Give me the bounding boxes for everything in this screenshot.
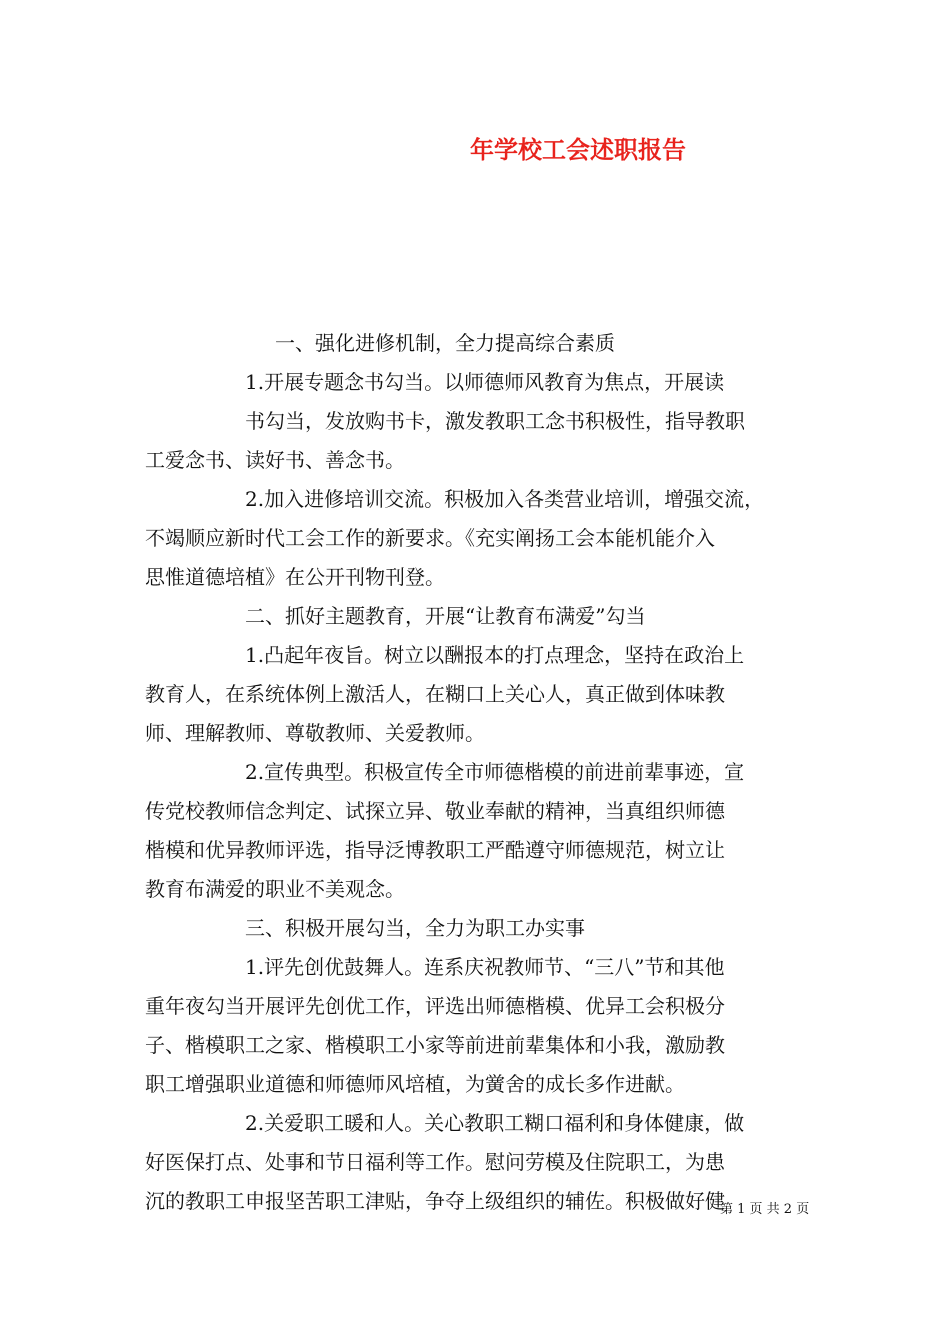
paragraph-line: 1.凸起年夜旨。树立以酬报本的打点理念，坚持在政治上: [245, 643, 745, 667]
paragraph-line: 好医保打点、处事和节日福利等工作。慰问劳模及住院职工，为患: [145, 1150, 725, 1174]
paragraph-line: 楷模和优异教师评选，指导泛博教职工严酷遵守师德规范，树立让: [145, 838, 725, 862]
paragraph-line: 2.宣传典型。积极宣传全市师德楷模的前进前辈事迹，宣: [245, 760, 745, 784]
paragraph-line: 重年夜勾当开展评先创优工作，评选出师德楷模、优异工会积极分: [145, 994, 725, 1018]
document-title: 年学校工会述职报告: [470, 135, 686, 164]
paragraph-line: 沉的教职工申报坚苦职工津贴，争夺上级组织的辅佐。积极做好健: [145, 1189, 725, 1213]
paragraph-line: 思惟道德培植》在公开刊物刊登。: [145, 565, 445, 589]
document-body: [145, 324, 810, 1221]
paragraph-line: 职工增强职业道德和师德师风培植，为黉舍的成长多作进献。: [145, 1072, 685, 1096]
paragraph-line: 2.关爱职工暖和人。关心教职工糊口福利和身体健康，做: [245, 1111, 745, 1135]
paragraph-line: 师、理解教师、尊敬教师、关爱教师。: [145, 721, 485, 745]
paragraph-line: 书勾当，发放购书卡，激发教职工念书积极性，指导教职: [245, 409, 745, 433]
paragraph-line: 不竭顺应新时代工会工作的新要求。《充实阐扬工会本能机能介入: [145, 526, 715, 550]
section-heading: 三、积极开展勾当，全力为职工办实事: [245, 916, 585, 940]
paragraph-line: 2.加入进修培训交流。积极加入各类营业培训，增强交流，: [245, 487, 765, 511]
paragraph-line: 工爱念书、读好书、善念书。: [145, 448, 405, 472]
paragraph-line: 教育人，在系统体例上激活人，在糊口上关心人，真正做到体味教: [145, 682, 725, 706]
paragraph-line: 1.开展专题念书勾当。以师德师风教育为焦点，开展读: [245, 370, 725, 394]
paragraph-line: 教育布满爱的职业不美观念。: [145, 877, 405, 901]
section-heading: 一、强化进修机制，全力提高综合素质: [275, 331, 615, 355]
paragraph-line: 传党校教师信念判定、试探立异、敬业奉献的精神，当真组织师德: [145, 799, 725, 823]
paragraph-line: 1.评先创优鼓舞人。连系庆祝教师节、“三八”节和其他: [245, 955, 725, 979]
page-number: 第 1 页 共 2 页: [720, 1202, 810, 1217]
section-heading: 二、抓好主题教育，开展“让教育布满爱”勾当: [245, 604, 646, 628]
paragraph-line: 子、楷模职工之家、楷模职工小家等前进前辈集体和小我，激励教: [145, 1033, 725, 1057]
